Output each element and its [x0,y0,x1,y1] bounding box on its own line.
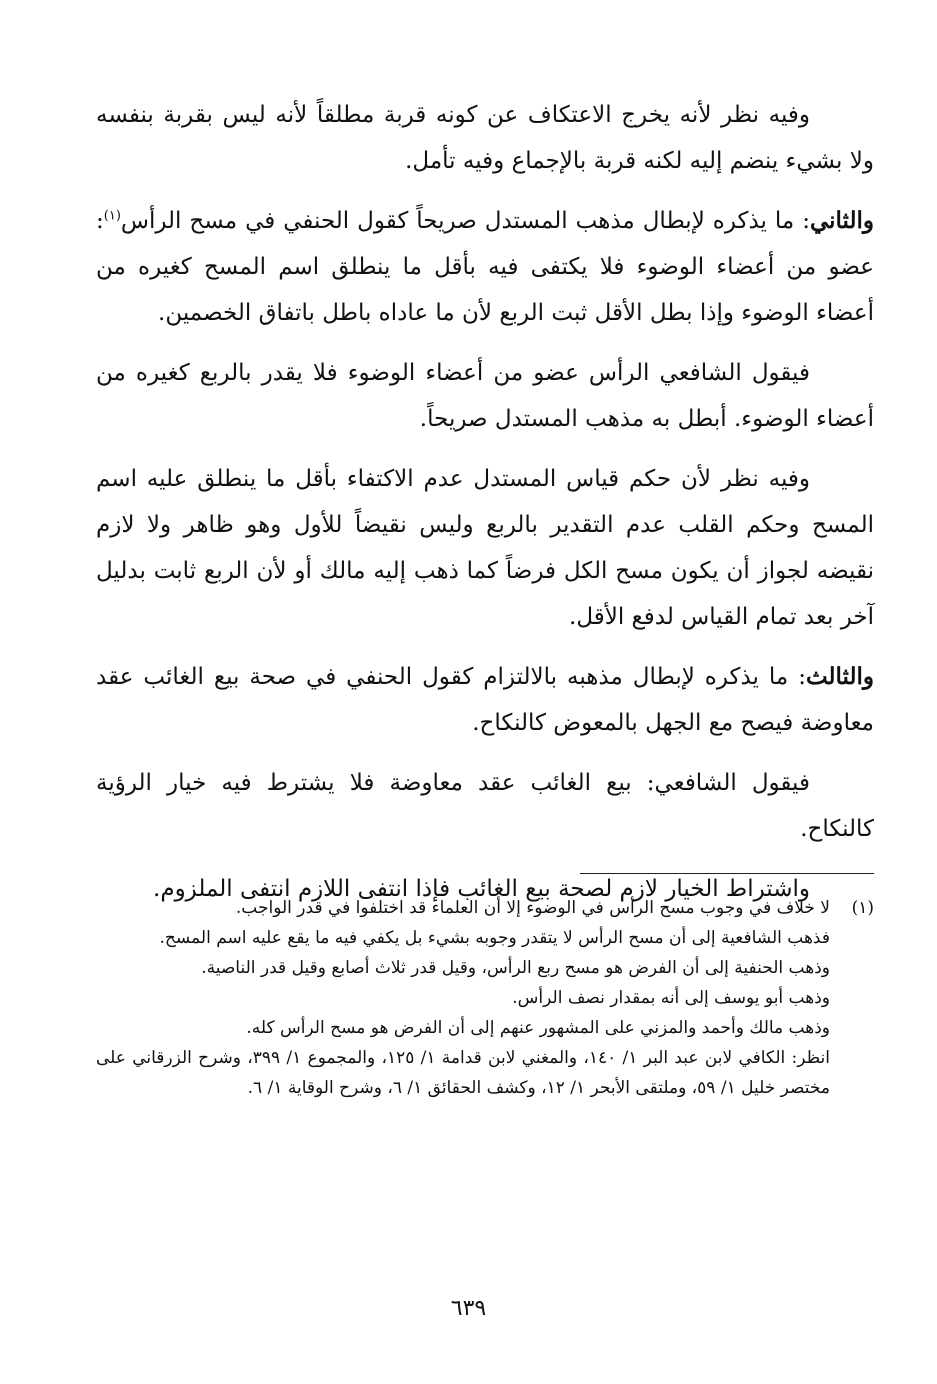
footnote-text: لا خلاف في وجوب مسح الرأس في الوضوء إلا أن العلماء قد اختلفوا في قدر الواجب. [235,898,830,918]
footnotes [96,893,874,1103]
footnote-ref[interactable]: (١) [103,208,121,224]
paragraph-3-text: فيقول الشافعي الرأس عضو من أعضاء الوضوء فلا يقدر بالربع كغيره من أعضاء الوضوء. أبطل به مذهب المستدل صريحاً. [96,360,874,432]
paragraph-6-text: فيقول الشافعي: بيع الغائب عقد معاوضة فلا يشترط فيه خيار الرؤية كالنكاح. [96,770,874,842]
paragraph-4 [96,456,874,640]
main-text [96,92,874,926]
footnote-line-5: وذهب مالك وأحمد والمزني على المشهور عنهم إلى أن الفرض هو مسح الرأس كله. [246,1018,830,1038]
paragraph-2-text: : ما يذكره لإبطال مذهب المستدل صريحاً كقول الحنفي في مسح الرأس [120,208,810,234]
footnote-line-1 [96,893,874,923]
footnote-separator [580,873,874,874]
paragraph-2-lead: والثاني [809,207,874,234]
page-number: ٦٣٩ [450,1296,487,1321]
paragraph-5 [96,654,874,746]
paragraph-3 [96,350,874,442]
paragraph-5-text: : ما يذكره لإبطال مذهبه بالالتزام كقول الحنفي في صحة بيع الغائب عقد معاوضة فيصح مع الجهل بالمعوض كالنكاح. [96,664,874,736]
footnote-line-4: وذهب أبو يوسف إلى أنه بمقدار نصف الرأس. [512,988,830,1008]
footnote-line-3: وذهب الحنفية إلى أن الفرض هو مسح ربع الرأس، وقيل قدر ثلاث أصابع وقيل قدر الناصية. [201,958,830,978]
paragraph-6 [96,760,874,852]
paragraph-1-text: وفيه نظر لأنه يخرج الاعتكاف عن كونه قربة مطلقاً لأنه ليس بقربة بنفسه ولا بشيء ينضم إليه لكنه قربة بالإجماع وفيه تأمل. [96,102,874,174]
footnote-line-6: انظر: الكافي لابن عبد البر ١/ ١٤٠، والمغني لابن قدامة ١/ ١٢٥، والمجموع ١/ ٣٩٩، وشرح الزرقاني على مختصر خليل ١/ ٥٩، وملتقى الأبحر ١/ ١٢، وكشف الحقائق ١/ ٦، وشرح الوقاية ١/ ٦. [96,1048,830,1098]
paragraph-2-text-cont: : عضو من أعضاء الوضوء فلا يكتفى فيه بأقل ما ينطلق اسم المسح كغيره من أعضاء الوضوء وإذا بطل الأقل ثبت الربع لأن ما عاداه باطل باتفاق الخصمين. [96,208,874,326]
paragraph-5-lead: والثالث [805,663,874,690]
footnote-number: (١) [851,898,874,918]
paragraph-2 [96,198,874,336]
paragraph-1 [96,92,874,184]
footnote-line-2: فذهب الشافعية إلى أن مسح الرأس لا يتقدر وجوبه بشيء بل يكفي فيه ما يقع عليه اسم المسح. [159,928,830,948]
paragraph-7-text: واشتراط الخيار لازم لصحة بيع الغائب فإذا انتفى اللازم انتفى الملزوم. [153,876,810,902]
paragraph-4-text: وفيه نظر لأن حكم قياس المستدل عدم الاكتفاء بأقل ما ينطلق عليه اسم المسح وحكم القلب عدم التقدير بالربع وليس نقيضاً للأول وهو ظاهر ولا لازم نقيضه لجواز أن يكون مسح الكل فرضاً كما ذهب إليه مالك أو لأن الربع ثابت بدليل آخر بعد تمام القياس لدفع الأقل. [96,466,874,630]
